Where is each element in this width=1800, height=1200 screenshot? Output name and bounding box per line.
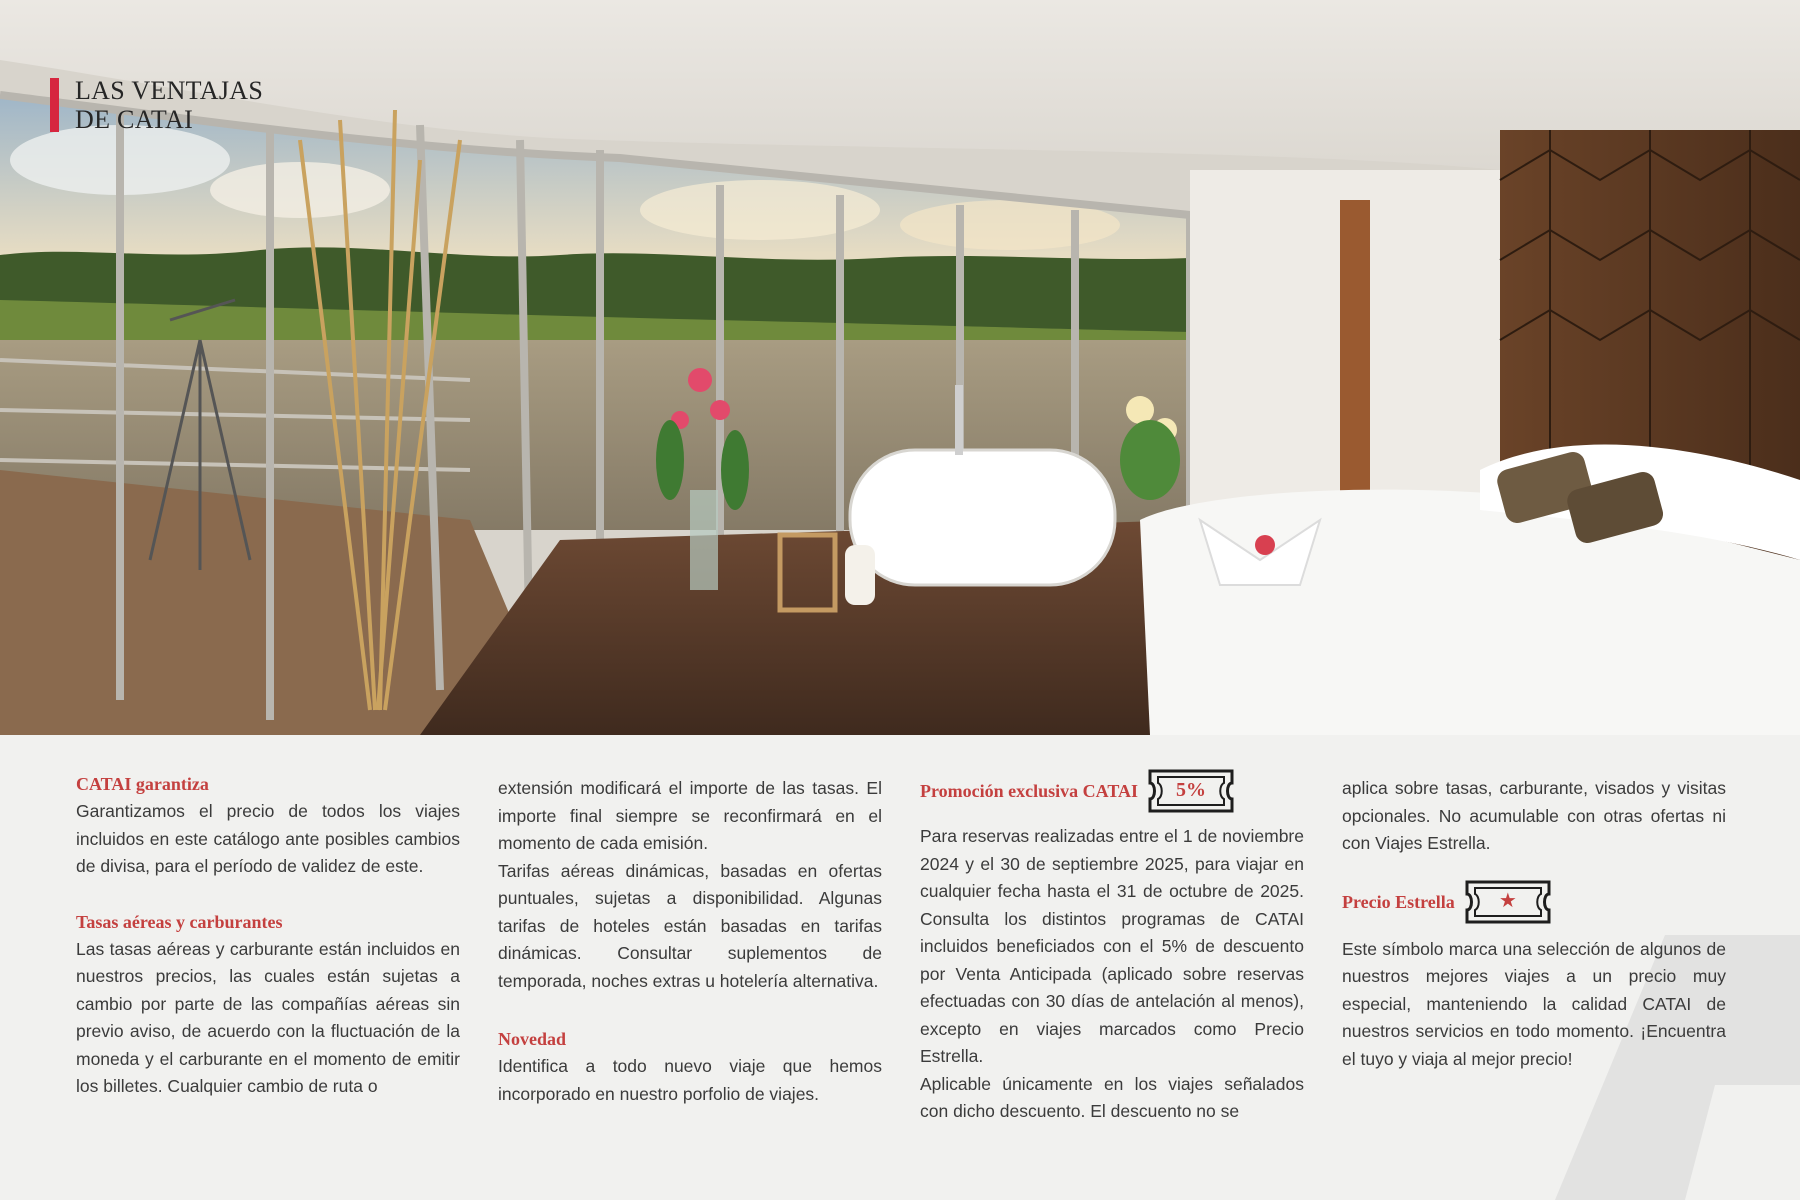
heading-catai-garantiza: CATAI garantiza [76,774,209,794]
paragraph-promocion: Para reservas realizadas entre el 1 de noviembre 2024 y el 30 de septiembre 2025, para viajar en cualquier fecha hasta el 31 de octubre de 2025. Consulta los distintos programas de CATAI incluidos beneficiados con el 5% de descuento por Venta Anticipada (aplicado sobre reservas efectuadas con 30 días de antelación al menos), excepto en viajes marcados como Precio Estrella. [920,826,1304,1066]
column-3 [920,775,1304,1126]
paragraph-novedad: Identifica a todo nuevo viaje que hemos incorporado en nuestro porfolio de viajes. [498,1056,882,1104]
section-title-line-2: DE CATAI [75,105,194,134]
brand-accent-bar [50,78,59,132]
column-4 [1342,775,1726,1073]
star-icon: ★ [1498,889,1517,912]
heading-precio-estrella: Precio Estrella [1342,891,1455,912]
section-title [75,76,263,134]
star-badge [1465,880,1551,924]
column-1 [76,770,460,1101]
heading-row-promocion [920,769,1304,813]
paragraph-tasas-aereas: Las tasas aéreas y carburante están incluidos en nuestros precios, las cuales están sujetas a cambio por parte de las compañías aéreas sin previo aviso, de acuerdo con la fluctuación de la moneda y el carburante en el momento de emitir los billetes. Cualquier cambio de ruta o [76,938,460,1096]
discount-badge [1148,769,1234,813]
section-brand-tag [50,76,263,134]
paragraph-extension: extensión modificará el importe de las tasas. El importe final siempre se reconfirmará en el momento de cada emisión. [498,778,882,853]
paragraph-tarifas-dinamicas: Tarifas aéreas dinámicas, basadas en ofertas puntuales, sujetas a disponibilidad. Algunas tarifas de hoteles están basadas en tarifas dinámicas. Consultar suplementos de temporada, noches extras u hotelería alternativa. [498,860,882,991]
heading-row-precio-estrella [1342,880,1726,924]
paragraph-catai-garantiza: Garantizamos el precio de todos los viajes incluidos en este catálogo ante posibles cambios de divisa, para el período de validez de este. [76,801,460,876]
paragraph-precio-estrella: Este símbolo marca una selección de algunos de nuestros mejores viajes a un precio muy especial, manteniendo la calidad CATAI de nuestros servicios en todo momento. ¡Encuentra el tuyo y viaja al mejor precio! [1342,938,1726,1069]
heading-promocion-exclusiva: Promoción exclusiva CATAI [920,781,1138,801]
paragraph-aplicable: Aplicable únicamente en los viajes señalados con dicho descuento. El descuento no se [920,1073,1304,1121]
bathtub [850,450,1115,585]
paragraph-aplica-sobre: aplica sobre tasas, carburante, visados y visitas opcionales. No acumulable con otras ofertas ni con Viajes Estrella. [1342,778,1726,853]
discount-badge-text: 5% [1176,779,1206,802]
heading-tasas-aereas: Tasas aéreas y carburantes [76,911,283,932]
column-2 [498,775,882,1108]
heading-novedad: Novedad [498,1029,567,1049]
section-title-line-1: LAS VENTAJAS [75,76,264,105]
